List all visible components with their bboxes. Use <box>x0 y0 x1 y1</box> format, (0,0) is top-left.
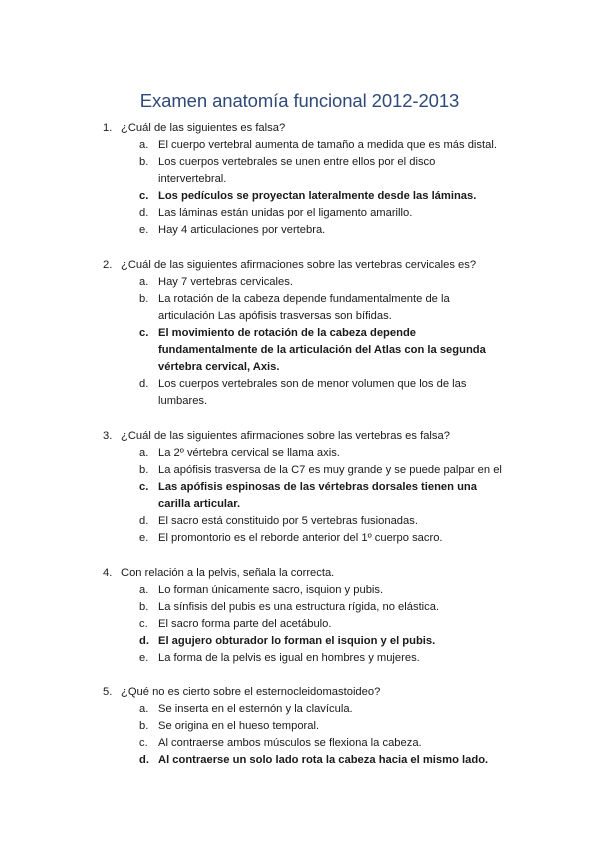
option-text: La forma de la pelvis es igual en hombres y mujeres. <box>158 652 420 664</box>
option-e <box>0 650 599 667</box>
option-b <box>0 462 599 479</box>
option-text: La apófisis trasversa de la C7 es muy grande y se puede palpar en el <box>158 464 502 476</box>
option-e <box>0 530 599 547</box>
option-letter: b. <box>139 156 149 168</box>
question-number: 2. <box>103 259 113 271</box>
option-letter: d. <box>139 207 149 219</box>
option-text: La rotación de la cabeza depende fundamentalmente de la articulación Las apófisis trasversas son bífidas. <box>158 293 450 322</box>
option-letter: a. <box>139 139 149 151</box>
option-d <box>0 376 599 410</box>
option-text: Hay 7 vertebras cervicales. <box>158 276 293 288</box>
option-letter: e. <box>139 652 149 664</box>
option-letter: d. <box>139 378 149 390</box>
option-a <box>0 582 599 599</box>
option-letter: c. <box>139 618 148 630</box>
question-3 <box>0 428 599 547</box>
option-c-correct <box>0 479 599 513</box>
option-b <box>0 718 599 735</box>
option-b <box>0 291 599 325</box>
option-letter: a. <box>139 447 149 459</box>
option-text: El promontorio es el reborde anterior del 1º cuerpo sacro. <box>158 532 443 544</box>
question-text: ¿Qué no es cierto sobre el esternocleidomastoideo? <box>121 686 381 698</box>
option-d-correct <box>0 752 599 769</box>
option-text: El movimiento de rotación de la cabeza depende fundamentalmente de la articulación del Atlas con la segunda vértebra cervical, Axis. <box>158 327 486 373</box>
option-c-correct <box>0 325 599 376</box>
option-letter: c. <box>139 327 149 339</box>
question-number: 4. <box>103 567 113 579</box>
option-text: Se origina en el hueso temporal. <box>158 720 320 732</box>
question-1 <box>0 120 599 239</box>
option-text: La sínfisis del pubis es una estructura rígida, no elástica. <box>158 601 440 613</box>
option-c <box>0 735 599 752</box>
option-letter: b. <box>139 293 149 305</box>
option-letter: d. <box>139 754 149 766</box>
option-letter: b. <box>139 601 149 613</box>
option-letter: c. <box>139 190 149 202</box>
option-text: Al contraerse un solo lado rota la cabeza hacia el mismo lado. <box>158 754 489 766</box>
option-a <box>0 137 599 154</box>
option-text: Los cuerpos vertebrales se unen entre ellos por el disco intervertebral. <box>158 156 436 185</box>
option-text: El sacro está constituido por 5 vertebras fusionadas. <box>158 515 418 527</box>
question-4 <box>0 565 599 667</box>
option-letter: d. <box>139 635 149 647</box>
option-c-correct <box>0 188 599 205</box>
question-number: 5. <box>103 686 113 698</box>
question-number: 1. <box>103 122 113 134</box>
question-number: 3. <box>103 430 113 442</box>
option-text: Lo forman únicamente sacro, isquion y pubis. <box>158 584 384 596</box>
option-a <box>0 701 599 718</box>
page-title: Examen anatomía funcional 2012-2013 <box>139 90 460 111</box>
option-text: Las láminas están unidas por el ligamento amarillo. <box>158 207 413 219</box>
option-letter: c. <box>139 481 149 493</box>
option-letter: a. <box>139 276 149 288</box>
option-a <box>0 274 599 291</box>
option-c <box>0 616 599 633</box>
option-d <box>0 513 599 530</box>
option-letter: a. <box>139 703 149 715</box>
question-text: ¿Cuál de las siguientes es falsa? <box>121 122 286 134</box>
option-text: Al contraerse ambos músculos se flexiona la cabeza. <box>158 737 422 749</box>
option-a <box>0 445 599 462</box>
option-letter: e. <box>139 532 149 544</box>
question-text: ¿Cuál de las siguientes afirmaciones sobre las vertebras cervicales es? <box>121 259 477 271</box>
option-e <box>0 222 599 239</box>
option-text: El sacro forma parte del acetábulo. <box>158 618 332 630</box>
option-text: Hay 4 articulaciones por vertebra. <box>158 224 326 236</box>
option-letter: e. <box>139 224 149 236</box>
question-text: ¿Cuál de las siguientes afirmaciones sobre las vertebras es falsa? <box>121 430 450 442</box>
option-text: Los cuerpos vertebrales son de menor volumen que los de las lumbares. <box>158 378 467 407</box>
option-text: El cuerpo vertebral aumenta de tamaño a medida que es más distal. <box>158 139 497 151</box>
option-text: El agujero obturador lo forman el isquion y el pubis. <box>158 635 436 647</box>
option-b <box>0 154 599 188</box>
option-text: Se inserta en el esternón y la clavícula. <box>158 703 353 715</box>
option-text: Las apófisis espinosas de las vértebras dorsales tienen una carilla articular. <box>158 481 477 510</box>
option-d <box>0 205 599 222</box>
option-text: La 2º vértebra cervical se llama axis. <box>158 447 340 459</box>
option-letter: b. <box>139 464 149 476</box>
option-letter: c. <box>139 737 148 749</box>
question-2 <box>0 257 599 410</box>
option-b <box>0 599 599 616</box>
option-letter: d. <box>139 515 149 527</box>
option-text: Los pedículos se proyectan lateralmente desde las láminas. <box>158 190 477 202</box>
option-letter: a. <box>139 584 149 596</box>
option-d-correct <box>0 633 599 650</box>
question-text: Con relación a la pelvis, señala la correcta. <box>121 567 335 579</box>
option-letter: b. <box>139 720 149 732</box>
question-5 <box>0 684 599 769</box>
